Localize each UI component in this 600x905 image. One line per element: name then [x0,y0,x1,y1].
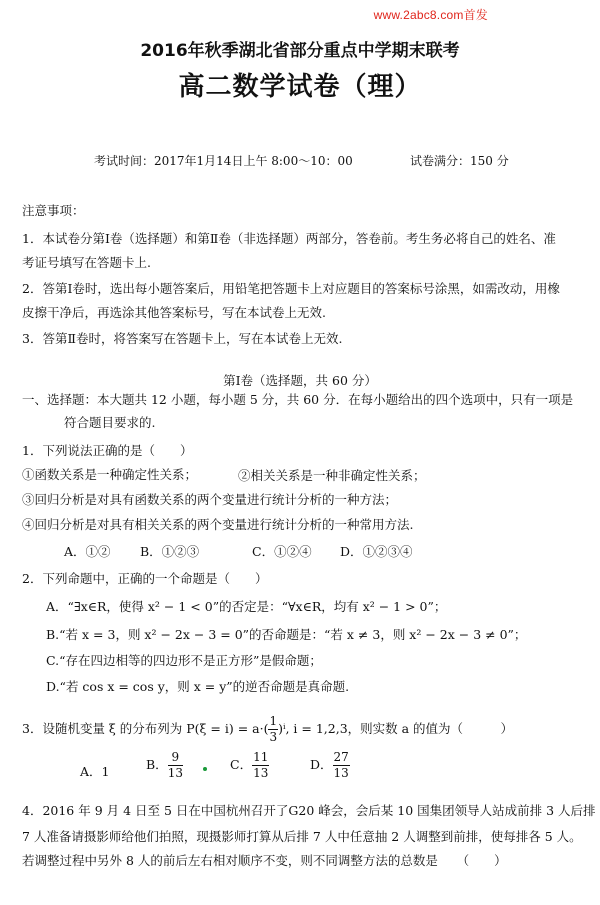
exam-score: 试卷满分：150 分 [410,154,509,168]
q3-option-b: B． $\frac{9}{13}$ [146,750,183,780]
q1-statement: ①函数关系是一种确定性关系； [22,467,198,482]
note-line: 考证号填写在答题卡上. [22,255,151,270]
q1-statement: ②相关关系是一种非确定性关系； [238,468,426,483]
q3-option-d: D． $\frac{27}{13}$ [310,750,349,780]
q2-option-b: B.“若 x = 3，则 x² − 2x − 3 = 0”的否命题是：“若 x ≠ 3，则 x² − 2x − 3 ≠ 0”； [46,627,527,642]
watermark-link[interactable]: www.2abc8.com首发 [373,8,488,22]
q3-stem-pre: 3．设随机变量 ξ 的分布列为 P(ξ = i) = a·( [22,721,269,736]
q4-line: 7 人准备请摄影师给他们拍照，现摄影师打算从后排 7 人中任意抽 2 人调整到前排，使每排各 5 人。 [22,829,582,844]
note-line: 皮擦干净后，再选涂其他答案标号，写在本试卷上无效. [22,305,326,320]
q2-option-d: D.“若 cos x = cos y，则 x = y”的逆否命题是真命题. [46,679,350,694]
section1-instruction: 一、选择题：本大题共 12 小题，每小题 5 分，共 60 分．在每小题给出的四个选项中，只有一项是 [22,392,574,407]
q3-stem-fraction: $\frac{1}{3}$ [269,714,278,744]
notes-heading: 注意事项： [22,203,85,218]
q4-line: 若调整过程中另外 8 人的前后左右相对顺序不变，则不同调整方法的总数是 （ ） [22,853,507,868]
q2-option-a: A．“∃x∈R，使得 x² − 1 < 0”的否定是：“∀x∈R，均有 x² − 1 > 0”； [46,599,447,614]
q2-option-c: C.“存在四边相等的四边形不是正方形”是假命题； [46,653,322,668]
exam-series-title: 2016年秋季湖北省部分重点中学期末联考 [140,41,460,61]
q2-stem: 2．下列命题中，正确的一个命题是（ ） [22,571,268,586]
q1-option-c: C．①②④ [252,544,312,559]
q3-stem-post: )ⁱ, i = 1,2,3，则实数 a 的值为（ ） [278,721,514,736]
section1-instruction: 符合题目要求的. [64,415,156,430]
exam-time: 考试时间：2017年1月14日上午 8:00～10：00 [94,154,353,168]
q1-statement: ④回归分析是对具有相关关系的两个变量进行统计分析的一种常用方法. [22,517,414,532]
q3-option-c: C． $\frac{11}{13}$ [230,750,269,780]
q4-line: 4．2016 年 9 月 4 日至 5 日在中国杭州召开了G20 峰会，会后某 10 国集团领导人站成前排 3 人后排 [22,803,596,818]
q1-option-d: D．①②③④ [340,544,413,559]
q1-option-a: A．①② [64,544,111,559]
section1-title: 第Ⅰ卷（选择题，共 60 分） [223,373,377,388]
q1-stem: 1．下列说法正确的是（ ） [22,443,193,458]
note-line: 1．本试卷分第Ⅰ卷（选择题）和第Ⅱ卷（非选择题）两部分，答卷前。考生务必将自己的姓名、准 [22,231,556,246]
note-line: 3．答第Ⅱ卷时，将答案写在答题卡上，写在本试卷上无效. [22,331,343,346]
q3-option-a: A．1 [80,764,110,779]
q1-statement: ③回归分析是对具有函数关系的两个变量进行统计分析的一种方法； [22,492,398,507]
decorative-dot [203,767,207,771]
q1-option-b: B．①②③ [140,544,200,559]
note-line: 2．答第Ⅰ卷时，选出每小题答案后，用铅笔把答题卡上对应题目的答案标号涂黑，如需改动，用橡 [22,281,560,296]
q3-stem [22,714,582,745]
exam-paper-title: 高二数学试卷（理） [178,72,422,102]
